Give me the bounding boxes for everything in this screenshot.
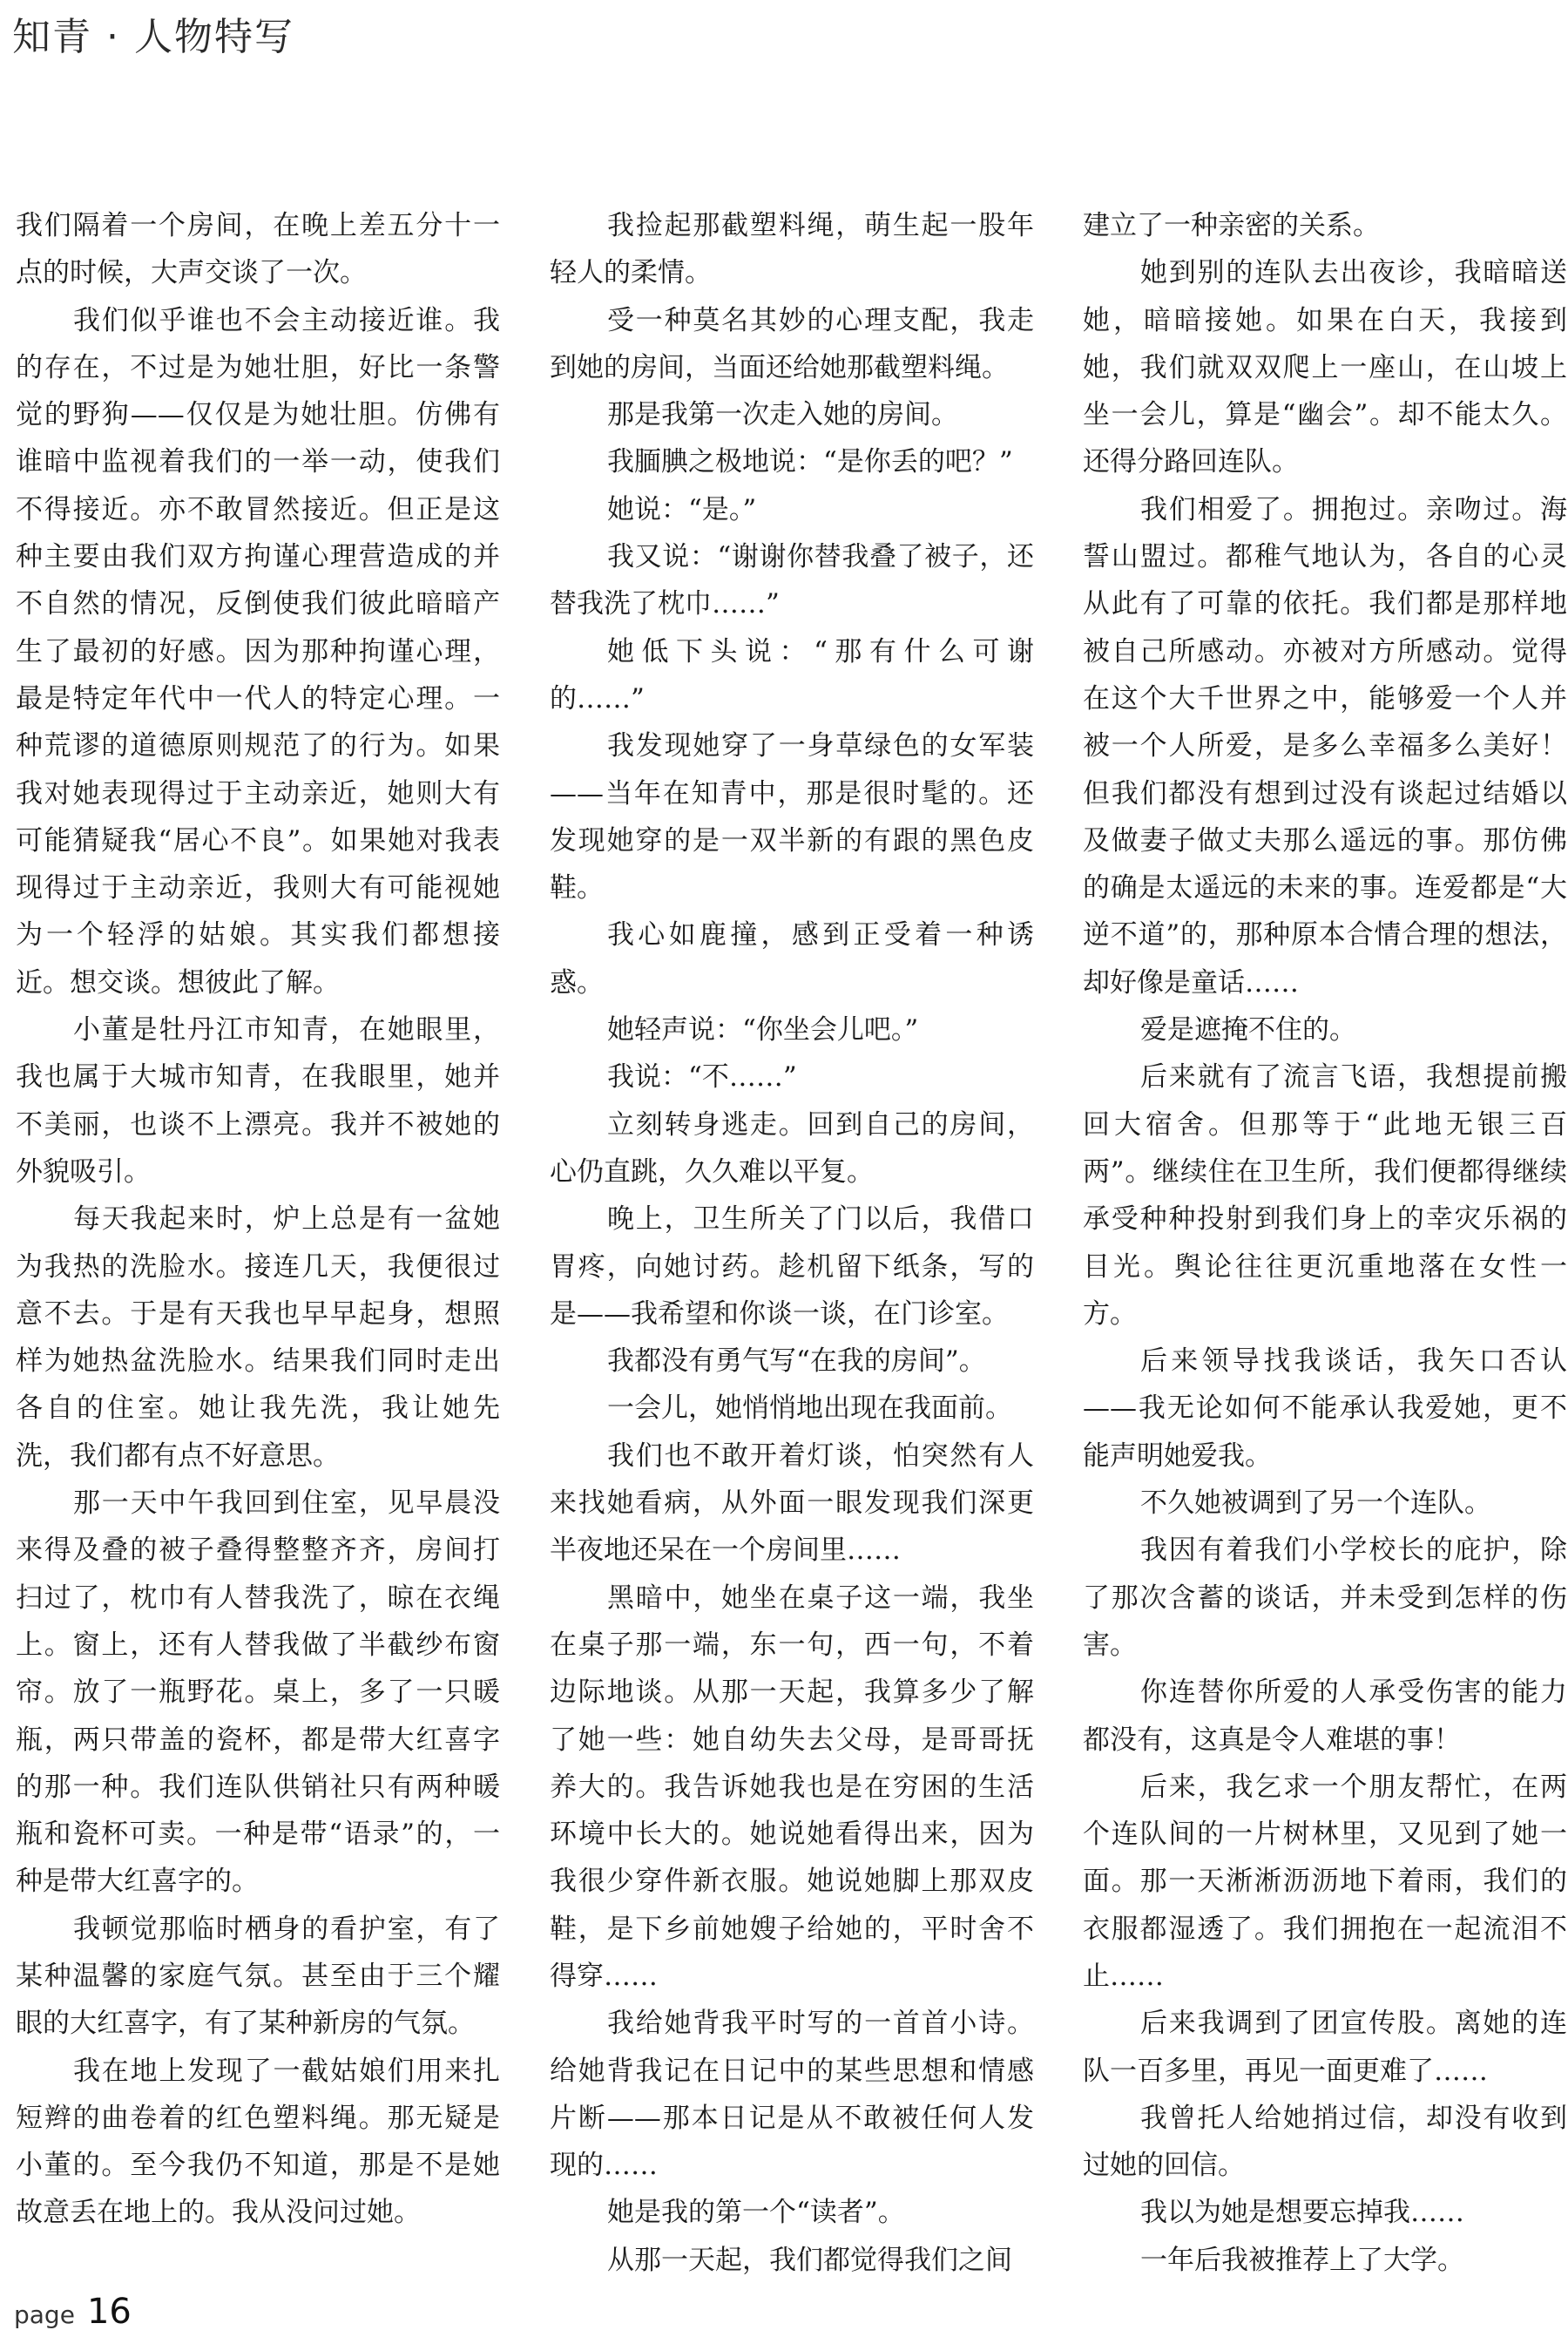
paragraph: 那一天中午我回到住室，见早晨没来得及叠的被子叠得整整齐齐，房间打扫过了，枕巾有人替我洗了，晾在衣绳上。窗上，还有人替我做了半截纱布窗帘。放了一瓶野花。桌上，多了一只暖瓶，两只带盖的瓷杯，都是带大红喜字的那一种。我们连队供销社只有两种暖瓶和瓷杯可卖。一种是带“语录”的，一种是带大红喜字的。 — [16, 1487, 500, 1898]
paragraph: 我因有着我们小学校长的庇护，除了那次含蓄的谈话，并未受到怎样的伤害。 — [1083, 1534, 1567, 1661]
paragraph: 爱是遮掩不住的。 — [1140, 1014, 1356, 1047]
page-number: 16 — [86, 2292, 132, 2332]
paragraph: 我都没有勇气写“在我的房间”。 — [607, 1345, 986, 1378]
paragraph: 我曾托人给她捎过信，却没有收到过她的回信。 — [1083, 2102, 1567, 2182]
paragraph: 一会儿，她悄悄地出现在我面前。 — [607, 1392, 1012, 1425]
text-column-3 — [1083, 202, 1567, 2284]
page-footer — [14, 2292, 132, 2332]
text-column-2 — [550, 202, 1034, 2284]
paragraph: 我捡起那截塑料绳，萌生起一股年轻人的柔情。 — [550, 210, 1034, 289]
paragraph: 后来，我乞求一个朋友帮忙，在两个连队间的一片树林里，又见到了她一面。那一天淅淅沥沥地下着雨，我们的衣服都湿透了。我们拥抱在一起流泪不止…… — [1083, 1771, 1567, 1992]
paragraph: 后来领导找我谈话，我矢口否认——我无论如何不能承认我爱她，更不能声明她爱我。 — [1083, 1345, 1567, 1472]
paragraph: 我们也不敢开着灯谈，怕突然有人来找她看病，从外面一眼发现我们深更半夜地还呆在一个房间里…… — [550, 1439, 1034, 1567]
paragraph: 黑暗中，她坐在桌子这一端，我坐在桌子那一端，东一句，西一句，不着边际地谈。从那一天起，我算多少了解了她一些：她自幼失去父母，是哥哥抚养大的。我告诉她我也是在穷困的生活环境中长大的。她说她看得出来，因为我很少穿件新衣服。她说她脚上那双皮鞋，是下乡前她嫂子给她的，平时舍不得穿…… — [550, 1582, 1034, 1992]
paragraph: 我又说：“谢谢你替我叠了被子，还替我洗了枕巾……” — [550, 541, 1034, 620]
paragraph: 那是我第一次走入她的房间。 — [607, 399, 958, 431]
paragraph: 我心如鹿撞，感到正受着一种诱惑。 — [550, 919, 1034, 999]
paragraph: 我给她背我平时写的一首首小诗。给她背我记在日记中的某些思想和情感片断——那本日记是从不敢被任何人发现的…… — [550, 2008, 1034, 2182]
paragraph: 我说：“不……” — [607, 1061, 797, 1094]
paragraph: 受一种莫名其妙的心理支配，我走到她的房间，当面还给她那截塑料绳。 — [550, 304, 1034, 383]
paragraph: 晚上，卫生所关了门以后，我借口胃疼，向她讨药。趁机留下纸条，写的是——我希望和你谈一谈，在门诊室。 — [550, 1203, 1034, 1330]
paragraph: 立刻转身逃走。回到自己的房间，心仍直跳，久久难以平复。 — [550, 1108, 1034, 1188]
paragraph: 她是我的第一个“读者”。 — [607, 2197, 905, 2229]
section-header: 知青 · 人物特写 — [12, 15, 294, 59]
paragraph: 她说：“是。” — [607, 493, 757, 525]
paragraph: 每天我起来时，炉上总是有一盆她为我热的洗脸水。接连几天，我便很过意不去。于是有天我也早早起身，想照样为她热盆洗脸水。结果我们同时走出各自的住室。她让我先洗，我让她先洗，我们都有点不好意思。 — [16, 1203, 500, 1472]
paragraph: 我发现她穿了一身草绿色的女军装——当年在知青中，那是很时髦的。还发现她穿的是一双半新的有跟的黑色皮鞋。 — [550, 730, 1034, 904]
text-column-1 — [16, 202, 500, 2237]
paragraph: 我们相爱了。拥抱过。亲吻过。海誓山盟过。都稚气地认为，各自的心灵从此有了可靠的依托。我们都是那样地被自己所感动。亦被对方所感动。觉得在这个大千世界之中，能够爱一个人并被一个人所爱，是多么幸福多么美好！但我们都没有想到过没有谈起过结婚以及做妻子做丈夫那么遥远的事。那仿佛的确是太遥远的未来的事。连爱都是“大逆不道”的，那种原本合情合理的想法，却好像是童话…… — [1083, 493, 1567, 999]
paragraph: 建立了一种亲密的关系。 — [1083, 210, 1380, 241]
paragraph: 她到别的连队去出夜诊，我暗暗送她，暗暗接她。如果在白天，我接到她，我们就双双爬上一座山，在山坡上坐一会儿，算是“幽会”。却不能太久。还得分路回连队。 — [1083, 257, 1567, 478]
paragraph: 她轻声说：“你坐会儿吧。” — [607, 1014, 919, 1047]
page-label: page — [14, 2300, 75, 2329]
paragraph: 小董是牡丹江市知青，在她眼里，我也属于大城市知青，在我眼里，她并不美丽，也谈不上漂亮。我并不被她的外貌吸引。 — [16, 1014, 500, 1188]
paragraph: 她低下头说：“那有什么可谢的……” — [550, 635, 1034, 715]
paragraph: 我以为她是想要忘掉我…… — [1140, 2197, 1464, 2229]
paragraph: 不久她被调到了另一个连队。 — [1140, 1487, 1491, 1520]
paragraph: 你连替你所爱的人承受伤害的能力都没有，这真是令人难堪的事！ — [1083, 1677, 1567, 1756]
paragraph: 后来就有了流言飞语，我想提前搬回大宿舍。但那等于“此地无银三百两”。继续住在卫生所，我们便都得继续承受种种投射到我们身上的幸灾乐祸的目光。舆论往往更沉重地落在女性一方。 — [1083, 1061, 1567, 1330]
paragraph: 从那一天起，我们都觉得我们之间 — [607, 2244, 1012, 2276]
paragraph: 我顿觉那临时栖身的看护室，有了某种温馨的家庭气氛。甚至由于三个耀眼的大红喜字，有了某种新房的气氛。 — [16, 1913, 500, 2040]
paragraph: 我们隔着一个房间，在晚上差五分十一点的时候，大声交谈了一次。 — [16, 210, 500, 289]
paragraph: 我腼腆之极地说：“是你丢的吧？” — [607, 446, 1013, 478]
paragraph: 后来我调到了团宣传股。离她的连队一百多里，再见一面更难了…… — [1083, 2008, 1567, 2087]
paragraph: 我们似乎谁也不会主动接近谁。我的存在，不过是为她壮胆，好比一条警觉的野狗——仅仅是为她壮胆。仿佛有谁暗中监视着我们的一举一动，使我们不得接近。亦不敢冒然接近。但正是这种主要由我们双方拘谨心理营造成的并不自然的情况，反倒使我们彼此暗暗产生了最初的好感。因为那种拘谨心理，最是特定年代中一代人的特定心理。一种荒谬的道德原则规范了的行为。如果我对她表现得过于主动亲近，她则大有可能猜疑我“居心不良”。如果她对我表现得过于主动亲近，我则大有可能视她为一个轻浮的姑娘。其实我们都想接近。想交谈。想彼此了解。 — [16, 304, 500, 999]
paragraph: 我在地上发现了一截姑娘们用来扎短辫的曲卷着的红色塑料绳。那无疑是小董的。至今我仍不知道，那是不是她故意丢在地上的。我从没问过她。 — [16, 2055, 500, 2229]
paragraph: 一年后我被推荐上了大学。 — [1140, 2244, 1464, 2276]
